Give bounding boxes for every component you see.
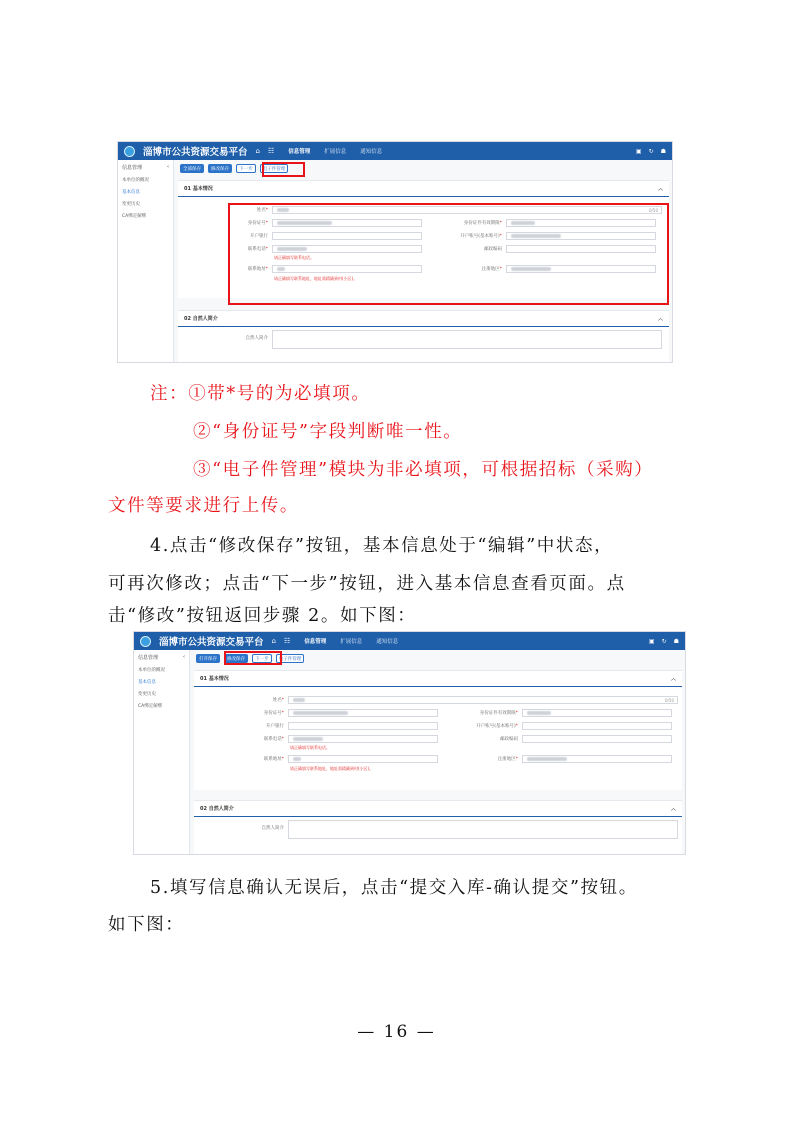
page-number: — 16 —	[357, 1022, 436, 1042]
label-address-2: 联系地址	[263, 757, 282, 762]
label-idno: 身份证号	[247, 221, 266, 226]
nav-extended[interactable]: 扩展信息	[324, 149, 347, 155]
step4-line-b: 可再次修改；点击“下一步”按钮，进入基本信息查看页面。点	[108, 574, 626, 594]
label-name: 姓名	[256, 208, 266, 213]
sidebar-title-2: 信息管理	[138, 655, 159, 661]
collapse-icon-2[interactable]: ‹	[183, 654, 185, 660]
label-account: 开户账号(基本账号)	[460, 234, 500, 239]
collapse-up-icon-2[interactable]: ︿	[657, 316, 663, 322]
sidebar-2	[134, 650, 190, 854]
phone-hint-2: 请正确填写联系电话。	[290, 745, 330, 750]
platform-logo-icon-2	[140, 636, 151, 647]
label-name-2: 姓名	[272, 698, 282, 703]
section-title-intro-2: 02 自然人简介	[200, 806, 234, 812]
label-idno-2: 身份证号	[263, 711, 282, 716]
app-title-2: 淄博市公共资源交易平台	[159, 637, 264, 648]
note-line-3b: 文件等要求进行上传。	[108, 496, 299, 516]
highlight-required-fields	[228, 203, 669, 305]
label-bank-2: 开户银行	[266, 724, 284, 729]
home-icon[interactable]: ⌂	[255, 147, 260, 155]
intro-textarea[interactable]	[272, 330, 662, 349]
nav-extended-2[interactable]: 扩展信息	[340, 639, 363, 645]
section-title-intro: 02 自然人简介	[184, 316, 218, 322]
sidebar-item-history-2[interactable]: 变更历史	[138, 692, 156, 697]
app-header	[118, 142, 672, 160]
idtype-input-2[interactable]	[522, 709, 672, 717]
step4-line-a: 4.点击“修改保存”按钮，基本信息处于“编辑”中状态，	[150, 536, 614, 556]
sidebar-item-overview-2[interactable]: 本单位的概况	[138, 668, 165, 673]
step5-line-b: 如下图：	[108, 915, 185, 935]
app-header-2	[134, 632, 685, 650]
grid-icon[interactable]: ☷	[267, 147, 275, 155]
step5-line-a: 5.填写信息确认无误后，点击“提交入库-确认提交”按钮。	[150, 878, 638, 898]
open-save-button[interactable]: 打开保存	[196, 654, 220, 663]
e-document-button-2[interactable]: 电子件管理	[276, 654, 304, 663]
postcode-input-2[interactable]	[522, 735, 672, 743]
intro-textarea-2[interactable]	[288, 820, 678, 839]
sidebar-item-basic-2[interactable]: 基本信息	[138, 680, 156, 685]
lock-icon[interactable]: ▣	[635, 147, 642, 155]
label-phone: 联系电话	[247, 247, 266, 252]
grid-icon-2[interactable]: ☷	[283, 637, 291, 645]
next-step-button[interactable]: 下一步	[236, 164, 256, 173]
main-content-2	[190, 650, 685, 854]
label-address: 联系地址	[247, 267, 266, 272]
highlight-e-document-button	[262, 162, 305, 177]
account-input-2[interactable]	[522, 722, 672, 730]
modify-save-button-2[interactable]: 修改保存	[224, 654, 248, 663]
note-line-3a: ③“电子件管理”模块为非必填项，可根据招标（采购）	[193, 460, 654, 480]
sidebar-item-history[interactable]: 变更历史	[122, 202, 140, 207]
nav-info-2[interactable]: 信息管理	[304, 639, 327, 645]
label-intro-2: 自然人简介	[261, 826, 284, 831]
label-intro: 自然人简介	[245, 336, 268, 341]
label-postcode-2: 邮政编码	[500, 737, 518, 742]
label-phone-2: 联系电话	[263, 737, 282, 742]
user-icon-2[interactable]: ☗	[673, 637, 679, 645]
intro-panel-2	[194, 800, 682, 854]
basic-info-panel-2: 01 基本情况 ︿ 姓名* 0/50 身份证号* 身份证件有效期限* 开户银行 开户账号(基本账号)* 联系电话* 邮政编码 请正确填写联系电话。 联系地址* 注册地区* 请正确填写联系地址，地址需精确到村(小区)。	[194, 670, 682, 790]
refresh-icon[interactable]: ↻	[648, 147, 654, 155]
section-title-basic: 01 基本情况	[184, 186, 213, 192]
screenshot-figure-2	[133, 631, 686, 855]
lock-icon-2[interactable]: ▣	[648, 637, 655, 645]
nav-notice[interactable]: 通知信息	[360, 149, 383, 155]
sidebar-item-ca[interactable]: CA绑定解绑	[122, 214, 147, 219]
phone-hint: 请正确填写联系电话。	[274, 255, 314, 260]
highlight-save-next-buttons	[224, 651, 282, 665]
app-title: 淄博市公共资源交易平台	[143, 147, 248, 158]
char-counter: 0/50	[649, 208, 658, 213]
label-region-2: 注册地区	[497, 757, 516, 762]
intro-panel	[178, 310, 669, 363]
user-icon[interactable]: ☗	[660, 147, 666, 155]
next-step-button-2[interactable]: 下一步	[252, 654, 272, 663]
sidebar-title: 信息管理	[122, 165, 143, 171]
section-title-basic-2: 01 基本情况	[200, 676, 229, 682]
save-all-button[interactable]: 全部保存	[180, 164, 204, 173]
screenshot-figure-1	[117, 141, 673, 363]
label-postcode: 邮政编码	[484, 247, 502, 252]
basic-info-panel: 01 基本情况 ︿ 姓名* 0/50 身份证号* 身份证件有效期限* 开户银行 开户账号(基本账号)* 联系电话* 邮政编码 请正确填写联系电话。 联系地址* 注册地区* 请正确填写联系地址，地址需精确到村(小区)。	[178, 180, 669, 298]
address-input-2[interactable]	[288, 755, 438, 763]
note-line-1: 注：①带*号的为必填项。	[150, 384, 371, 404]
refresh-icon-2[interactable]: ↻	[661, 637, 667, 645]
label-idtype: 身份证件有效期限	[463, 221, 500, 226]
collapse-icon[interactable]: ‹	[167, 164, 169, 170]
note-line-2: ②“身份证号”字段判断唯一性。	[193, 422, 463, 442]
platform-logo-icon	[124, 146, 135, 157]
char-counter-2: 0/50	[665, 698, 674, 703]
address-hint-2: 请正确填写联系地址，地址需精确到村(小区)。	[290, 766, 374, 771]
label-idtype-2: 身份证件有效期限	[479, 711, 516, 716]
phone-input-2[interactable]	[288, 735, 438, 743]
bank-input-2[interactable]	[288, 722, 438, 730]
collapse-up-icon[interactable]: ︿	[657, 186, 663, 192]
nav-notice-2[interactable]: 通知信息	[376, 639, 399, 645]
idno-input-2[interactable]	[288, 709, 438, 717]
address-hint: 请正确填写联系地址，地址需精确到村(小区)。	[274, 276, 358, 281]
e-document-button[interactable]: 电子件管理	[260, 164, 288, 173]
step4-line-c: 击“修改”按钮返回步骤 2。如下图：	[108, 606, 417, 626]
sidebar-item-basic[interactable]: 基本信息	[122, 190, 140, 195]
collapse-up-icon-4[interactable]: ︿	[670, 806, 676, 812]
modify-save-button[interactable]: 修改保存	[208, 164, 232, 173]
home-icon-2[interactable]: ⌂	[271, 637, 276, 645]
label-region: 注册地区	[481, 267, 500, 272]
collapse-up-icon-3[interactable]: ︿	[670, 676, 676, 682]
nav-info[interactable]: 信息管理	[288, 149, 311, 155]
label-account-2: 开户账号(基本账号)	[476, 724, 516, 729]
name-input-2[interactable]	[288, 696, 678, 704]
label-bank: 开户银行	[250, 234, 268, 239]
sidebar-item-overview[interactable]: 本单位的概况	[122, 178, 149, 183]
region-select-2[interactable]	[522, 755, 672, 763]
sidebar-item-ca-2[interactable]: CA绑定解绑	[138, 704, 163, 709]
sidebar	[118, 160, 174, 362]
